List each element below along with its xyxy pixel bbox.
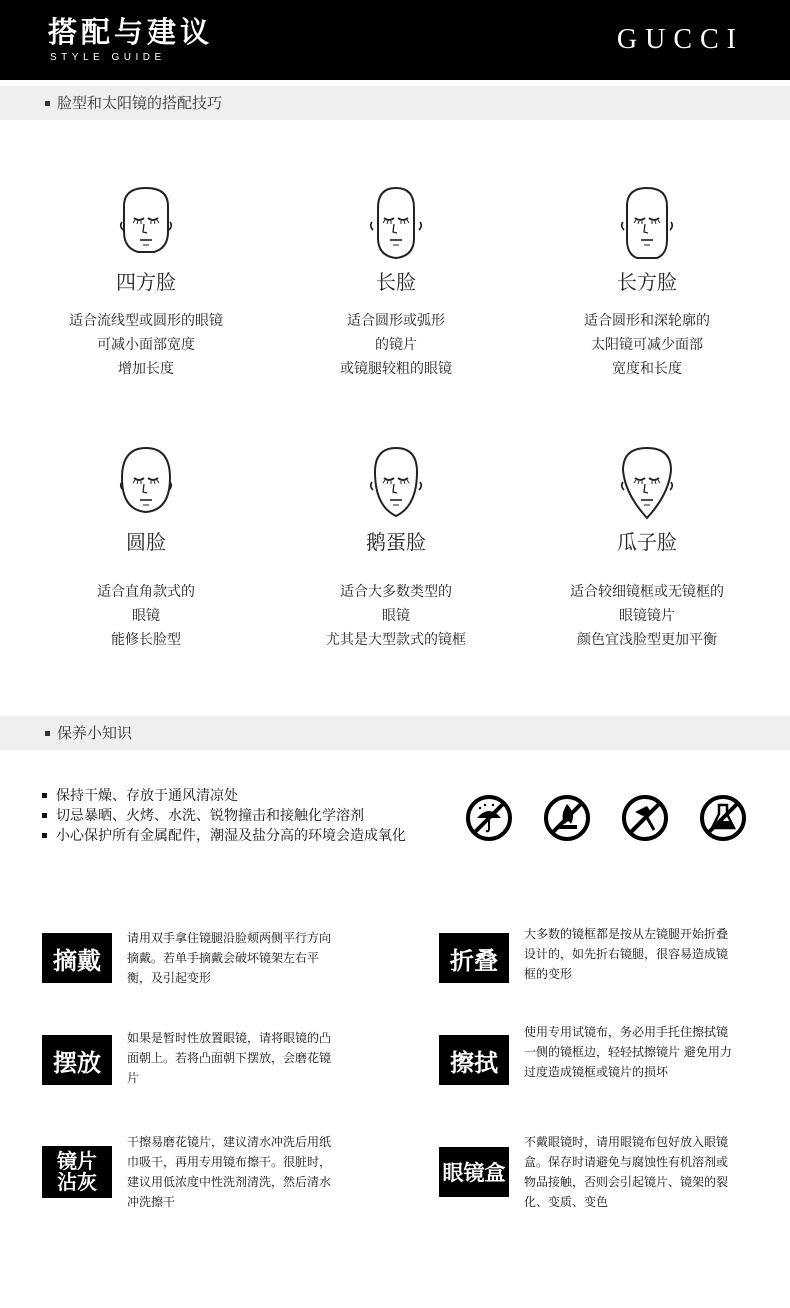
face-shape-icon	[114, 186, 178, 262]
face-card	[21, 186, 271, 381]
tip-text-placing: 如果是暂时性放置眼镜，请将眼镜的凸面朝上。若将凸面朝下摆放，会磨花镜片	[127, 1031, 332, 1085]
face-card	[522, 186, 772, 381]
badge-wearing: 摘戴	[42, 933, 112, 983]
bullet-icon	[45, 731, 50, 736]
advice-line: 适合流线型或圆形的眼镜	[69, 313, 223, 329]
advice-line: 眼镜镜片	[619, 608, 675, 624]
face-shape-icon	[615, 186, 679, 262]
face-type-label: 四方脸	[116, 270, 176, 294]
advice-line: 适合直角款式的	[97, 584, 195, 600]
list-item: 小心保护所有金属配件，潮湿及盐分高的环境会造成氧化	[42, 826, 406, 846]
section-header-care	[0, 716, 790, 750]
section-title: 脸型和太阳镜的搭配技巧	[57, 94, 223, 112]
face-shape-icon	[364, 186, 428, 262]
advice-line: 眼镜	[382, 608, 410, 624]
badge-folding: 折叠	[439, 933, 509, 983]
advice-line: 或镜腿较粗的眼镜	[340, 361, 452, 377]
advice-line: 的镜片	[375, 337, 417, 353]
advice-line: 适合大多数类型的	[340, 584, 452, 600]
advice-line: 太阳镜可减少面部	[591, 337, 703, 353]
face-advice	[522, 309, 772, 381]
advice-line: 适合圆形或弧形	[347, 313, 445, 329]
tip-text-wearing: 请用双手拿住镜腿沿脸颊两侧平行方向摘戴。若单手摘戴会破坏镜架左右平衡，及引起变形	[127, 931, 332, 985]
face-advice	[522, 580, 772, 652]
section-header-faces	[0, 86, 790, 120]
tip-text-wiping: 使用专用试镜布，务必用手托住擦拭镜一侧的镜框边，轻轻拭擦镜片 避免用力过度造成镜框或镜片的损坏	[524, 1025, 732, 1079]
advice-line: 眼镜	[132, 608, 160, 624]
list-item: 保持干燥、存放于通风清凉处	[42, 786, 406, 806]
advice-line: 能修长脸型	[111, 632, 181, 648]
advice-line: 可减小面部宽度	[97, 337, 195, 353]
face-shape-icon	[364, 446, 428, 522]
face-type-label: 长脸	[376, 270, 416, 294]
face-card	[271, 186, 521, 381]
face-card	[271, 446, 521, 652]
advice-line: 适合圆形和深轮廓的	[584, 313, 710, 329]
no-chemical-icon	[699, 794, 747, 842]
face-type-label: 圆脸	[126, 530, 166, 554]
face-advice	[21, 580, 271, 652]
no-rain-icon	[465, 794, 513, 842]
advice-line: 尤其是大型款式的镜框	[326, 632, 466, 648]
bullet-icon	[45, 101, 50, 106]
face-card	[21, 446, 271, 652]
advice-line: 增加长度	[118, 361, 174, 377]
face-shape-icon	[114, 446, 178, 522]
face-advice	[21, 309, 271, 381]
face-advice	[271, 580, 521, 652]
advice-line: 颜色宜浅脸型更加平衡	[577, 632, 717, 648]
section-title: 保养小知识	[57, 724, 133, 742]
tip-text-glasses-case: 不戴眼镜时，请用眼镜布包好放入眼镜盒。保存时请避免与腐蚀性有机溶剂或物品接触，否则会引起镜片、镜架的裂化、变质、变色	[524, 1135, 729, 1209]
face-type-label: 鹅蛋脸	[366, 530, 426, 554]
badge-wiping: 擦拭	[439, 1035, 509, 1085]
face-card	[522, 446, 772, 652]
page-subtitle: STYLE GUIDE	[50, 52, 166, 63]
tip-text-dusty-lens: 干擦易磨花镜片，建议清水冲洗后用纸巾吸干，再用专用镜布擦干。很脏时，建议用低浓度中性洗剂清洗，然后清水冲洗擦干	[127, 1135, 332, 1209]
care-list	[42, 786, 406, 846]
advice-line: 适合较细镜框或无镜框的	[570, 584, 724, 600]
tip-text-folding: 大多数的镜框都是按从左镜腿开始折叠设计的，如先折右镜腿，很容易造成镜框的变形	[524, 927, 729, 981]
face-shape-icon	[615, 446, 679, 522]
badge-glasses-case: 眼镜盒	[439, 1147, 509, 1197]
face-advice	[271, 309, 521, 381]
list-item: 切忌暴晒、火烤、水洗、锐物撞击和接触化学溶剂	[42, 806, 406, 826]
badge-placing: 摆放	[42, 1035, 112, 1085]
page-title: 搭配与建议	[48, 15, 214, 49]
no-fire-icon	[543, 794, 591, 842]
face-type-label: 长方脸	[617, 270, 677, 294]
brand-logo: GUCCI	[616, 24, 744, 55]
page-header	[0, 0, 790, 80]
advice-line: 宽度和长度	[612, 361, 682, 377]
badge-dusty-lens: 镜片 沾灰	[42, 1146, 112, 1198]
face-type-label: 瓜子脸	[617, 530, 677, 554]
no-impact-icon	[621, 794, 669, 842]
